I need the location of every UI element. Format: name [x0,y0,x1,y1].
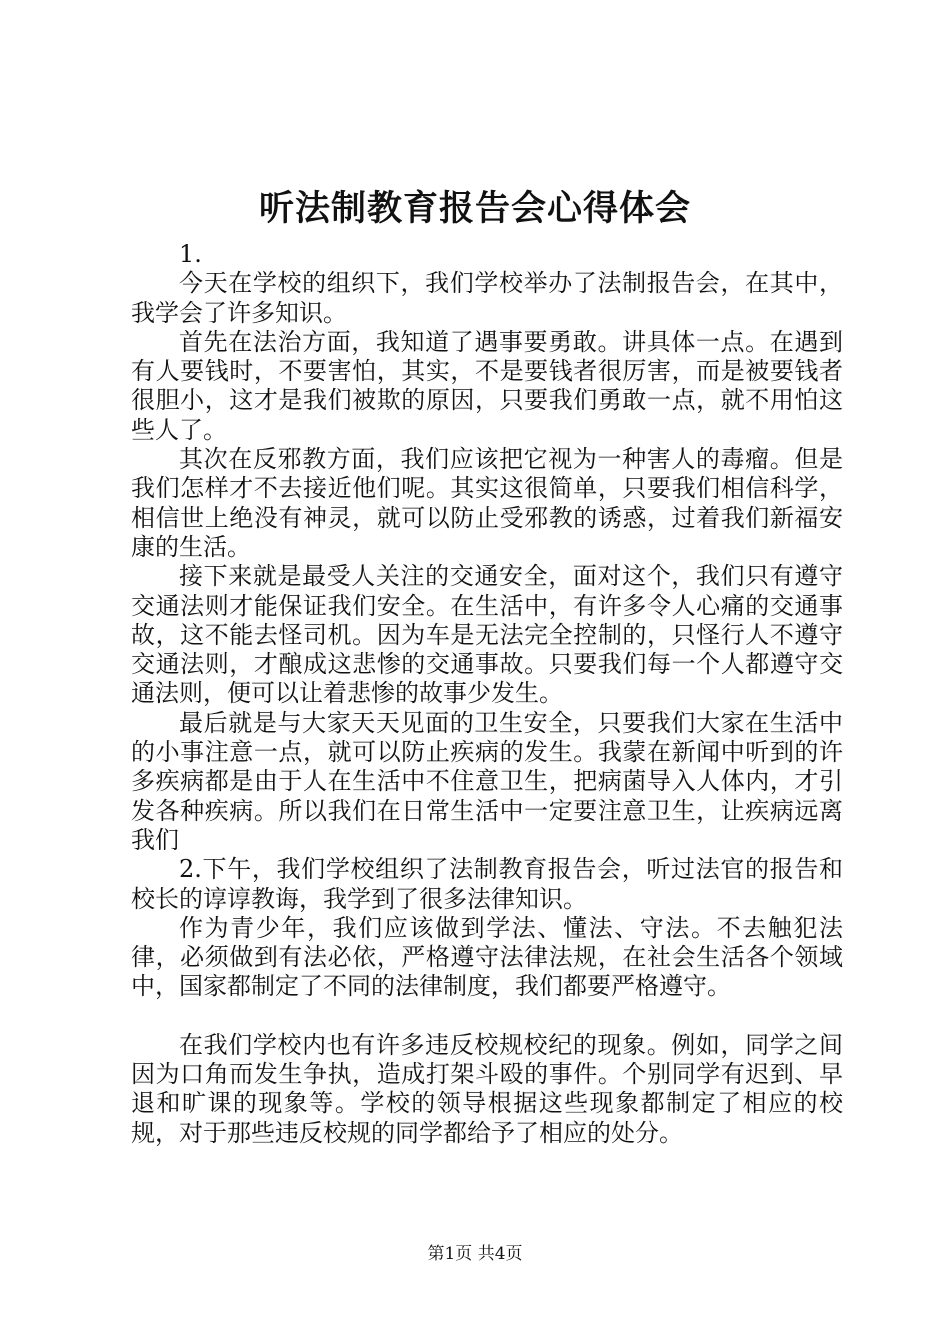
paragraph: 接下来就是最受人关注的交通安全，面对这个，我们只有遵守交通法则才能保证我们安全。在生活中，有许多令人心痛的交通事故，这不能去怪司机。因为车是无法完全控制的，只怪行人不遵守交通法则，才酿成这悲惨的交通事故。只要我们每一个人都遵守交通法则，便可以让着悲惨的故事少发生。 [131,562,843,708]
paragraph: 2.下午，我们学校组织了法制教育报告会，听过法官的报告和校长的谆谆教诲，我学到了很多法律知识。 [131,855,843,913]
paragraph: 首先在法治方面，我知道了遇事要勇敢。讲具体一点。在遇到有人要钱时，不要害怕，其实，不是要钱者很厉害，而是被要钱者很胆小，这才是我们被欺的原因，只要我们勇敢一点，就不用怕这些人了。 [131,327,843,444]
page-footer: 第1页 共4页 [427,1244,523,1264]
section-number: 1. [179,240,202,268]
paragraph: 在我们学校内也有许多违反校规校纪的现象。例如，同学之间因为口角而发生争执，造成打架斗殴的事件。个别同学有迟到、早退和旷课的现象等。学校的领导根据这些现象都制定了相应的校规，对于那些违反校规的同学都给予了相应的处分。 [131,1030,843,1147]
paragraph: 今天在学校的组织下，我们学校举办了法制报告会，在其中，我学会了许多知识。 [131,269,843,327]
document-body [131,240,843,1148]
document-title: 听法制教育报告会心得体会 [258,188,691,229]
paragraph: 作为青少年，我们应该做到学法、懂法、守法。不去触犯法律，必须做到有法必依，严格遵守法律法规，在社会生活各个领域中，国家都制定了不同的法律制度，我们都要严格遵守。 [131,913,843,1001]
blank-line [131,1002,843,1031]
paragraph: 其次在反邪教方面，我们应该把它视为一种害人的毒瘤。但是我们怎样才不去接近他们呢。其实这很简单，只要我们相信科学，相信世上绝没有神灵，就可以防止受邪教的诱惑，过着我们新福安康的生活。 [131,445,843,561]
paragraph: 最后就是与大家天天见面的卫生安全，只要我们大家在生活中的小事注意一点，就可以防止疾病的发生。我蒙在新闻中听到的许多疾病都是由于人在生活中不住意卫生，把病菌导入人体内，才引发各种疾病。所以我们在日常生活中一定要注意卫生，让疾病远离我们 [131,708,843,854]
